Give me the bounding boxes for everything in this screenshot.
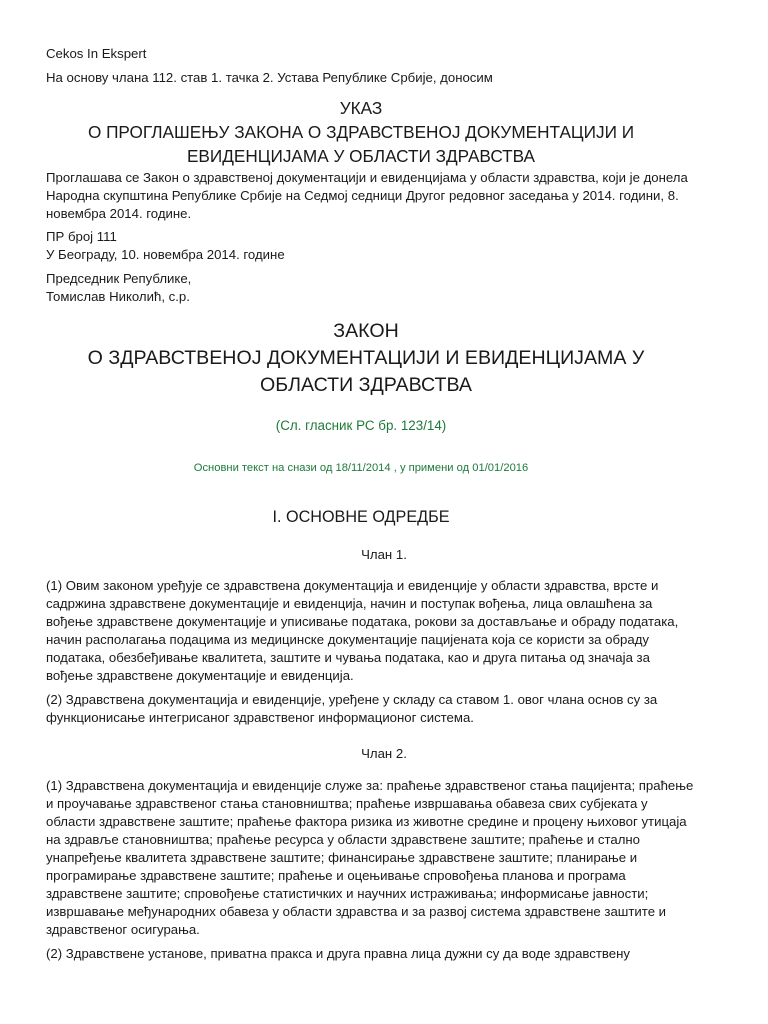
- paragraph-line: програмирање здравствене заштите; праћење и оцењивање спровођења планова и програма: [46, 868, 626, 883]
- paragraph-line: извршавање међународних обавеза у области здравства и за развој система здравствене заштите и: [46, 904, 667, 919]
- paragraph-line: и проучавање здравственог стања становништва; праћење извршавања обавеза свих субјеката у: [46, 796, 648, 811]
- paragraph-line: (1) Овим законом уређује се здравствена документација и евиденције у области здравства, врсте и: [46, 578, 659, 593]
- law-title: ЗАКОН: [333, 320, 399, 342]
- article-2-paragraph-1: [46, 777, 726, 939]
- paragraph-line: (2) Здравствена документација и евиденције, уређене у складу са ставом 1. овог члана основ су за: [46, 692, 658, 707]
- paragraph-line: на здравље становништва; праћење ресурса у области здравствене заштите; праћење и стално: [46, 832, 641, 847]
- decree-number: ПР број 111: [46, 229, 117, 244]
- decree-title: УКАЗ: [339, 98, 383, 118]
- section-title: I. ОСНОВНЕ ОДРЕДБЕ: [272, 508, 450, 526]
- decree-subtitle-line-1: О ПРОГЛАШЕЊУ ЗАКОНА О ЗДРАВСТВЕНОЈ ДОКУМЕНТАЦИЈИ И: [87, 122, 635, 142]
- law-subtitle-line-2: ОБЛАСТИ ЗДРАВСТВА: [260, 374, 472, 396]
- article-1-paragraph-2: [46, 691, 726, 727]
- paragraph-line: података, обезбеђивање квалитета, заштите и чувања података, као и друга питања од значаја за: [46, 650, 650, 665]
- official-gazette-reference: (Сл. гласник РС бр. 123/14): [275, 418, 447, 433]
- decree-text-line: Народна скупштина Републике Србије на Седмој седници Другог редовног заседања у 2014. години, 8.: [46, 188, 679, 203]
- decree-text: [46, 169, 726, 223]
- decree-subtitle-line-2: ЕВИДЕНЦИЈАМА У ОБЛАСТИ ЗДРАВСТВА: [186, 146, 536, 166]
- paragraph-line: здравственог осигурања.: [46, 922, 200, 937]
- paragraph-line: (2) Здравствене установе, приватна пракса и друга правна лица дужни су да воде здравствену: [46, 946, 630, 961]
- paragraph-line: здравствене заштите; спровођење статистичких и научних истраживања; информисање јавности;: [46, 886, 649, 901]
- document-source: Cekos In Ekspert: [46, 46, 147, 61]
- paragraph-line: садржина здравствене документације и евиденција, начин и поступак вођења, лица овлашћена за: [46, 596, 653, 611]
- paragraph-line: функционисање интегрисаног здравственог информационог система.: [46, 710, 474, 725]
- article-2-paragraph-2: [46, 945, 726, 963]
- paragraph-line: вођење здравствене документације и евиденција.: [46, 668, 354, 683]
- decree-text-line: Проглашава се Закон о здравственој документацији и евиденцијама у области здравства, који је донела: [46, 170, 688, 185]
- paragraph-line: начин располагања подацима из медицинске документације пацијената која се користи за обраду: [46, 632, 650, 647]
- decree-text-line: новембра 2014. године.: [46, 206, 192, 221]
- law-heading: [46, 318, 686, 399]
- article-2-label: Члан 2.: [361, 746, 407, 761]
- paragraph-line: вођење здравствене документације и уписивање података, рокови за достављање и обраду података,: [46, 614, 679, 629]
- decree-date: У Београду, 10. новембра 2014. године: [46, 247, 285, 262]
- article-1-paragraph-1: [46, 577, 726, 685]
- basic-text-validity-note: Основни текст на снази од 18/11/2014 , у примени од 01/01/2016: [193, 462, 529, 474]
- article-1-label: Члан 1.: [361, 547, 407, 562]
- president-name: Томислав Николић, с.р.: [46, 289, 190, 304]
- paragraph-line: унапређење квалитета здравствене заштите; финансирање здравствене заштите; планирање и: [46, 850, 638, 865]
- paragraph-line: (1) Здравствена документација и евиденције служе за: праћење здравственог стања пацијента; праћење: [46, 778, 694, 793]
- paragraph-line: области здравствене заштите; праћење фактора ризика из животне средине и процену њиховог утицаја: [46, 814, 687, 829]
- president-title: Председник Републике,: [46, 271, 192, 286]
- law-subtitle-line-1: О ЗДРАВСТВЕНОЈ ДОКУМЕНТАЦИЈИ И ЕВИДЕНЦИЈАМА У: [87, 347, 645, 369]
- constitution-preamble: На основу члана 112. став 1. тачка 2. Устава Републике Србије, доносим: [46, 70, 493, 85]
- decree-heading: [46, 96, 676, 168]
